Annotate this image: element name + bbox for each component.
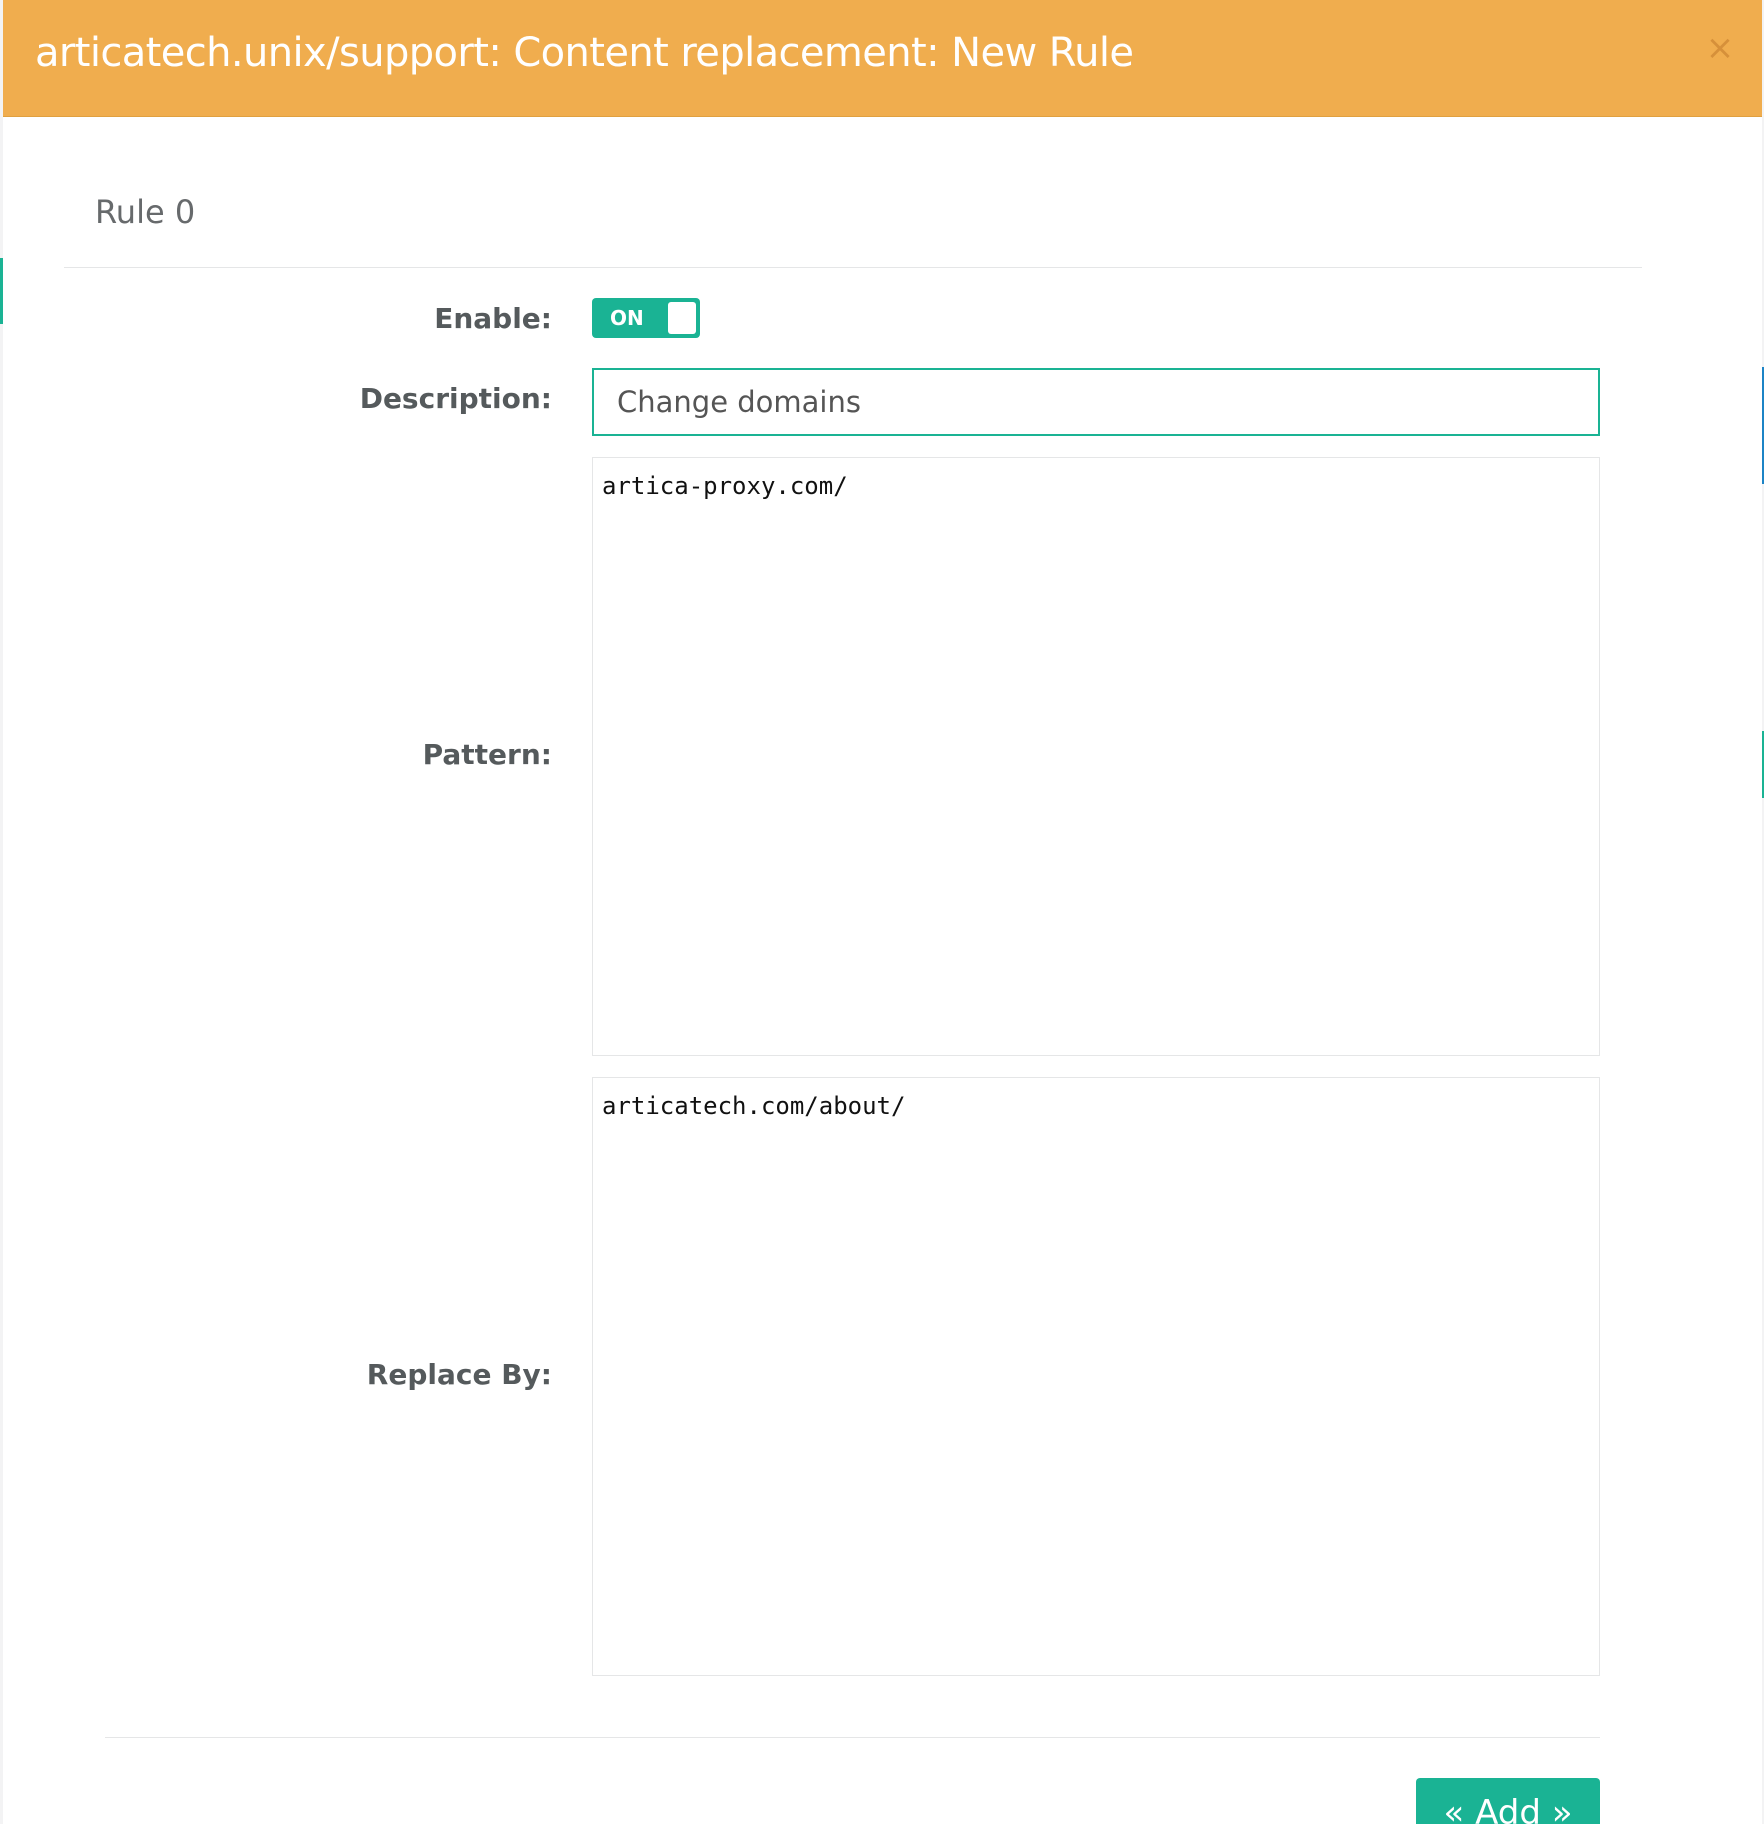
enable-label: Enable: — [434, 302, 552, 335]
pattern-textarea[interactable]: artica-proxy.com/ — [592, 457, 1600, 1056]
replace-by-label: Replace By: — [366, 1358, 552, 1391]
enable-toggle[interactable] — [592, 298, 700, 338]
description-label: Description: — [359, 382, 552, 415]
close-icon[interactable]: × — [1705, 28, 1735, 68]
toggle-state-text: ON — [610, 306, 644, 330]
add-button[interactable]: « Add » — [1416, 1778, 1600, 1824]
section-title: Rule 0 — [95, 193, 196, 231]
modal-header — [3, 0, 1762, 117]
pattern-label: Pattern: — [422, 738, 552, 771]
replace-by-textarea[interactable]: articatech.com/about/ — [592, 1077, 1600, 1676]
toggle-knob — [668, 302, 696, 334]
footer-divider — [105, 1737, 1600, 1738]
modal-dialog — [3, 0, 1762, 1824]
modal-title: articatech.unix/support: Content replacement: New Rule — [35, 30, 1134, 76]
description-input[interactable] — [592, 368, 1600, 436]
section-divider — [64, 267, 1642, 268]
